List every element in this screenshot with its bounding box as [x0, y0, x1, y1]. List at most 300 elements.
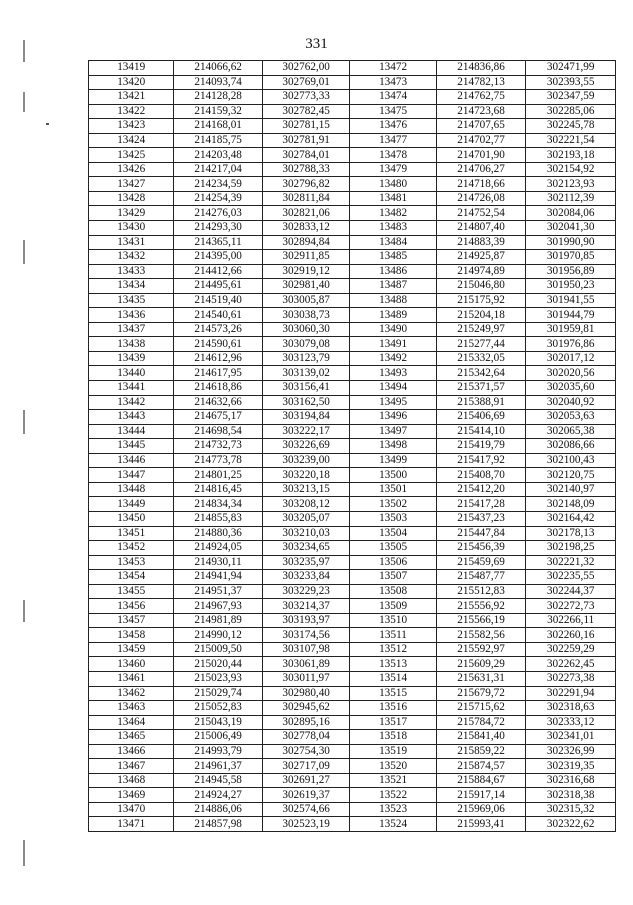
- y-coordinate-cell: 302178,13: [526, 526, 616, 541]
- point-number-cell: 13494: [350, 381, 436, 396]
- y-coordinate-cell: 303222,17: [262, 424, 349, 439]
- table-row: [89, 90, 616, 105]
- point-number-cell: 13458: [89, 628, 174, 643]
- y-coordinate-cell: 302245,78: [526, 119, 616, 134]
- coordinates-table: [88, 60, 616, 832]
- y-coordinate-cell: 302053,63: [526, 410, 616, 425]
- y-coordinate-cell: 302574,66: [262, 802, 349, 817]
- x-coordinate-cell: 215715,62: [436, 701, 526, 716]
- x-coordinate-cell: 215006,49: [174, 730, 263, 745]
- y-coordinate-cell: 303061,89: [262, 657, 349, 672]
- table-row: [89, 424, 616, 439]
- x-coordinate-cell: 214159,32: [174, 104, 263, 119]
- point-number-cell: 13489: [350, 308, 436, 323]
- point-number-cell: 13447: [89, 468, 174, 483]
- x-coordinate-cell: 214886,06: [174, 802, 263, 817]
- table-row: [89, 439, 616, 454]
- y-coordinate-cell: 302065,38: [526, 424, 616, 439]
- y-coordinate-cell: 302326,99: [526, 744, 616, 759]
- y-coordinate-cell: 303235,97: [262, 555, 349, 570]
- point-number-cell: 13432: [89, 250, 174, 265]
- x-coordinate-cell: 214752,54: [436, 206, 526, 221]
- point-number-cell: 13436: [89, 308, 174, 323]
- y-coordinate-cell: 303208,12: [262, 497, 349, 512]
- y-coordinate-cell: 302315,32: [526, 802, 616, 817]
- y-coordinate-cell: 303214,37: [262, 599, 349, 614]
- x-coordinate-cell: 214066,62: [174, 61, 263, 76]
- x-coordinate-cell: 214782,13: [436, 75, 526, 90]
- y-coordinate-cell: 301970,85: [526, 250, 616, 265]
- x-coordinate-cell: 214632,66: [174, 395, 263, 410]
- point-number-cell: 13490: [350, 322, 436, 337]
- point-number-cell: 13428: [89, 191, 174, 206]
- point-number-cell: 13435: [89, 293, 174, 308]
- point-number-cell: 13463: [89, 701, 174, 716]
- binder-hole-mark: [23, 92, 25, 112]
- y-coordinate-cell: 302788,33: [262, 162, 349, 177]
- x-coordinate-cell: 215414,10: [436, 424, 526, 439]
- x-coordinate-cell: 215249,97: [436, 322, 526, 337]
- table-row: [89, 410, 616, 425]
- x-coordinate-cell: 215029,74: [174, 686, 263, 701]
- point-number-cell: 13491: [350, 337, 436, 352]
- x-coordinate-cell: 215417,28: [436, 497, 526, 512]
- x-coordinate-cell: 215412,20: [436, 482, 526, 497]
- point-number-cell: 13445: [89, 439, 174, 454]
- point-number-cell: 13462: [89, 686, 174, 701]
- x-coordinate-cell: 214762,75: [436, 90, 526, 105]
- point-number-cell: 13506: [350, 555, 436, 570]
- x-coordinate-cell: 215566,19: [436, 613, 526, 628]
- x-coordinate-cell: 214675,17: [174, 410, 263, 425]
- table-row: [89, 497, 616, 512]
- table-row: [89, 61, 616, 76]
- x-coordinate-cell: 214706,27: [436, 162, 526, 177]
- point-number-cell: 13474: [350, 90, 436, 105]
- x-coordinate-cell: 214617,95: [174, 366, 263, 381]
- y-coordinate-cell: 303233,84: [262, 570, 349, 585]
- point-number-cell: 13517: [350, 715, 436, 730]
- table-row: [89, 133, 616, 148]
- y-coordinate-cell: 302762,00: [262, 61, 349, 76]
- x-coordinate-cell: 214924,05: [174, 541, 263, 556]
- y-coordinate-cell: 302041,30: [526, 221, 616, 236]
- y-coordinate-cell: 302112,39: [526, 191, 616, 206]
- table-row: [89, 191, 616, 206]
- y-coordinate-cell: 302894,84: [262, 235, 349, 250]
- x-coordinate-cell: 214519,40: [174, 293, 263, 308]
- point-number-cell: 13521: [350, 773, 436, 788]
- y-coordinate-cell: 301990,90: [526, 235, 616, 250]
- point-number-cell: 13475: [350, 104, 436, 119]
- y-coordinate-cell: 302773,33: [262, 90, 349, 105]
- table-row: [89, 264, 616, 279]
- x-coordinate-cell: 214941,94: [174, 570, 263, 585]
- point-number-cell: 13513: [350, 657, 436, 672]
- point-number-cell: 13454: [89, 570, 174, 585]
- table-row: [89, 555, 616, 570]
- table-row: [89, 584, 616, 599]
- point-number-cell: 13419: [89, 61, 174, 76]
- point-number-cell: 13501: [350, 482, 436, 497]
- x-coordinate-cell: 214924,27: [174, 788, 263, 803]
- point-number-cell: 13516: [350, 701, 436, 716]
- x-coordinate-cell: 215342,64: [436, 366, 526, 381]
- y-coordinate-cell: 302260,16: [526, 628, 616, 643]
- point-number-cell: 13473: [350, 75, 436, 90]
- x-coordinate-cell: 215874,57: [436, 759, 526, 774]
- y-coordinate-cell: 302341,01: [526, 730, 616, 745]
- x-coordinate-cell: 214836,86: [436, 61, 526, 76]
- x-coordinate-cell: 214801,25: [174, 468, 263, 483]
- y-coordinate-cell: 303229,23: [262, 584, 349, 599]
- x-coordinate-cell: 214276,03: [174, 206, 263, 221]
- point-number-cell: 13511: [350, 628, 436, 643]
- x-coordinate-cell: 214855,83: [174, 511, 263, 526]
- x-coordinate-cell: 214990,12: [174, 628, 263, 643]
- y-coordinate-cell: 303162,50: [262, 395, 349, 410]
- point-number-cell: 13479: [350, 162, 436, 177]
- y-coordinate-cell: 302273,38: [526, 671, 616, 686]
- table-row: [89, 148, 616, 163]
- point-number-cell: 13440: [89, 366, 174, 381]
- x-coordinate-cell: 215841,40: [436, 730, 526, 745]
- x-coordinate-cell: 214128,28: [174, 90, 263, 105]
- x-coordinate-cell: 214951,37: [174, 584, 263, 599]
- x-coordinate-cell: 215406,69: [436, 410, 526, 425]
- x-coordinate-cell: 214974,89: [436, 264, 526, 279]
- point-number-cell: 13493: [350, 366, 436, 381]
- point-number-cell: 13503: [350, 511, 436, 526]
- y-coordinate-cell: 302316,68: [526, 773, 616, 788]
- point-number-cell: 13472: [350, 61, 436, 76]
- x-coordinate-cell: 214365,11: [174, 235, 263, 250]
- table-row: [89, 250, 616, 265]
- y-coordinate-cell: 303011,97: [262, 671, 349, 686]
- x-coordinate-cell: 215459,69: [436, 555, 526, 570]
- y-coordinate-cell: 302262,45: [526, 657, 616, 672]
- y-coordinate-cell: 301956,89: [526, 264, 616, 279]
- table-row: [89, 657, 616, 672]
- point-number-cell: 13502: [350, 497, 436, 512]
- x-coordinate-cell: 215884,67: [436, 773, 526, 788]
- point-number-cell: 13471: [89, 817, 174, 832]
- y-coordinate-cell: 302322,62: [526, 817, 616, 832]
- x-coordinate-cell: 215859,22: [436, 744, 526, 759]
- point-number-cell: 13459: [89, 642, 174, 657]
- point-number-cell: 13466: [89, 744, 174, 759]
- x-coordinate-cell: 215993,41: [436, 817, 526, 832]
- x-coordinate-cell: 215582,56: [436, 628, 526, 643]
- y-coordinate-cell: 302318,38: [526, 788, 616, 803]
- binder-hole-mark: [23, 240, 25, 264]
- y-coordinate-cell: 302833,12: [262, 221, 349, 236]
- y-coordinate-cell: 303156,41: [262, 381, 349, 396]
- table-row: [89, 221, 616, 236]
- point-number-cell: 13453: [89, 555, 174, 570]
- x-coordinate-cell: 214880,36: [174, 526, 263, 541]
- x-coordinate-cell: 214093,74: [174, 75, 263, 90]
- x-coordinate-cell: 215052,83: [174, 701, 263, 716]
- point-number-cell: 13425: [89, 148, 174, 163]
- table-row: [89, 730, 616, 745]
- x-coordinate-cell: 214981,89: [174, 613, 263, 628]
- coordinates-table-body: [89, 61, 616, 832]
- x-coordinate-cell: 214293,30: [174, 221, 263, 236]
- x-coordinate-cell: 215043,19: [174, 715, 263, 730]
- x-coordinate-cell: 214618,86: [174, 381, 263, 396]
- x-coordinate-cell: 214254,39: [174, 191, 263, 206]
- x-coordinate-cell: 215631,31: [436, 671, 526, 686]
- y-coordinate-cell: 302523,19: [262, 817, 349, 832]
- point-number-cell: 13430: [89, 221, 174, 236]
- point-number-cell: 13512: [350, 642, 436, 657]
- point-number-cell: 13464: [89, 715, 174, 730]
- point-number-cell: 13431: [89, 235, 174, 250]
- binder-hole-mark: [23, 600, 25, 622]
- y-coordinate-cell: 302100,43: [526, 453, 616, 468]
- x-coordinate-cell: 214217,04: [174, 162, 263, 177]
- table-row: [89, 802, 616, 817]
- y-coordinate-cell: 302154,92: [526, 162, 616, 177]
- x-coordinate-cell: 214185,75: [174, 133, 263, 148]
- x-coordinate-cell: 215020,44: [174, 657, 263, 672]
- point-number-cell: 13495: [350, 395, 436, 410]
- point-number-cell: 13492: [350, 351, 436, 366]
- x-coordinate-cell: 215784,72: [436, 715, 526, 730]
- table-row: [89, 337, 616, 352]
- scan-speck: [46, 123, 49, 125]
- x-coordinate-cell: 215592,97: [436, 642, 526, 657]
- x-coordinate-cell: 214816,45: [174, 482, 263, 497]
- y-coordinate-cell: 303220,18: [262, 468, 349, 483]
- table-row: [89, 453, 616, 468]
- x-coordinate-cell: 215609,29: [436, 657, 526, 672]
- x-coordinate-cell: 215388,91: [436, 395, 526, 410]
- point-number-cell: 13467: [89, 759, 174, 774]
- point-number-cell: 13484: [350, 235, 436, 250]
- y-coordinate-cell: 302945,62: [262, 701, 349, 716]
- x-coordinate-cell: 214701,90: [436, 148, 526, 163]
- point-number-cell: 13450: [89, 511, 174, 526]
- y-coordinate-cell: 302781,15: [262, 119, 349, 134]
- y-coordinate-cell: 302221,54: [526, 133, 616, 148]
- y-coordinate-cell: 303213,15: [262, 482, 349, 497]
- table-row: [89, 119, 616, 134]
- y-coordinate-cell: 302981,40: [262, 279, 349, 294]
- table-row: [89, 351, 616, 366]
- x-coordinate-cell: 215009,50: [174, 642, 263, 657]
- point-number-cell: 13488: [350, 293, 436, 308]
- table-row: [89, 162, 616, 177]
- point-number-cell: 13508: [350, 584, 436, 599]
- table-row: [89, 671, 616, 686]
- point-number-cell: 13424: [89, 133, 174, 148]
- y-coordinate-cell: 302086,66: [526, 439, 616, 454]
- point-number-cell: 13449: [89, 497, 174, 512]
- table-row: [89, 395, 616, 410]
- point-number-cell: 13500: [350, 468, 436, 483]
- table-row: [89, 468, 616, 483]
- x-coordinate-cell: 214168,01: [174, 119, 263, 134]
- y-coordinate-cell: 302784,01: [262, 148, 349, 163]
- x-coordinate-cell: 214702,77: [436, 133, 526, 148]
- table-row: [89, 715, 616, 730]
- y-coordinate-cell: 302781,91: [262, 133, 349, 148]
- y-coordinate-cell: 302266,11: [526, 613, 616, 628]
- y-coordinate-cell: 302084,06: [526, 206, 616, 221]
- table-row: [89, 381, 616, 396]
- point-number-cell: 13423: [89, 119, 174, 134]
- point-number-cell: 13439: [89, 351, 174, 366]
- point-number-cell: 13448: [89, 482, 174, 497]
- point-number-cell: 13523: [350, 802, 436, 817]
- point-number-cell: 13442: [89, 395, 174, 410]
- table-row: [89, 482, 616, 497]
- y-coordinate-cell: 301950,23: [526, 279, 616, 294]
- x-coordinate-cell: 215556,92: [436, 599, 526, 614]
- x-coordinate-cell: 214967,93: [174, 599, 263, 614]
- point-number-cell: 13486: [350, 264, 436, 279]
- point-number-cell: 13504: [350, 526, 436, 541]
- point-number-cell: 13457: [89, 613, 174, 628]
- y-coordinate-cell: 301941,55: [526, 293, 616, 308]
- point-number-cell: 13507: [350, 570, 436, 585]
- y-coordinate-cell: 302123,93: [526, 177, 616, 192]
- table-row: [89, 177, 616, 192]
- y-coordinate-cell: 303079,08: [262, 337, 349, 352]
- point-number-cell: 13485: [350, 250, 436, 265]
- y-coordinate-cell: 302291,94: [526, 686, 616, 701]
- x-coordinate-cell: 215175,92: [436, 293, 526, 308]
- point-number-cell: 13520: [350, 759, 436, 774]
- point-number-cell: 13460: [89, 657, 174, 672]
- point-number-cell: 13444: [89, 424, 174, 439]
- y-coordinate-cell: 302259,29: [526, 642, 616, 657]
- point-number-cell: 13497: [350, 424, 436, 439]
- y-coordinate-cell: 302778,04: [262, 730, 349, 745]
- x-coordinate-cell: 215417,92: [436, 453, 526, 468]
- x-coordinate-cell: 215023,93: [174, 671, 263, 686]
- point-number-cell: 13452: [89, 541, 174, 556]
- point-number-cell: 13470: [89, 802, 174, 817]
- y-coordinate-cell: 302148,09: [526, 497, 616, 512]
- x-coordinate-cell: 214590,61: [174, 337, 263, 352]
- y-coordinate-cell: 302020,56: [526, 366, 616, 381]
- x-coordinate-cell: 215447,84: [436, 526, 526, 541]
- y-coordinate-cell: 303210,03: [262, 526, 349, 541]
- y-coordinate-cell: 303005,87: [262, 293, 349, 308]
- point-number-cell: 13510: [350, 613, 436, 628]
- y-coordinate-cell: 302754,30: [262, 744, 349, 759]
- y-coordinate-cell: 302017,12: [526, 351, 616, 366]
- table-row: [89, 279, 616, 294]
- page-number: 331: [305, 36, 328, 52]
- binder-hole-mark: [23, 840, 25, 866]
- y-coordinate-cell: 302272,73: [526, 599, 616, 614]
- y-coordinate-cell: 303123,79: [262, 351, 349, 366]
- point-number-cell: 13461: [89, 671, 174, 686]
- y-coordinate-cell: 303060,30: [262, 322, 349, 337]
- table-row: [89, 308, 616, 323]
- point-number-cell: 13483: [350, 221, 436, 236]
- table-row: [89, 744, 616, 759]
- point-number-cell: 13514: [350, 671, 436, 686]
- x-coordinate-cell: 215512,83: [436, 584, 526, 599]
- x-coordinate-cell: 214698,54: [174, 424, 263, 439]
- table-row: [89, 686, 616, 701]
- x-coordinate-cell: 215487,77: [436, 570, 526, 585]
- x-coordinate-cell: 214573,26: [174, 322, 263, 337]
- y-coordinate-cell: 303107,98: [262, 642, 349, 657]
- y-coordinate-cell: 302221,32: [526, 555, 616, 570]
- x-coordinate-cell: 214718,66: [436, 177, 526, 192]
- y-coordinate-cell: 303226,69: [262, 439, 349, 454]
- x-coordinate-cell: 214723,68: [436, 104, 526, 119]
- point-number-cell: 13509: [350, 599, 436, 614]
- point-number-cell: 13481: [350, 191, 436, 206]
- table-row: [89, 599, 616, 614]
- x-coordinate-cell: 214726,08: [436, 191, 526, 206]
- y-coordinate-cell: 302919,12: [262, 264, 349, 279]
- table-row: [89, 773, 616, 788]
- point-number-cell: 13443: [89, 410, 174, 425]
- y-coordinate-cell: 302040,92: [526, 395, 616, 410]
- y-coordinate-cell: 303174,56: [262, 628, 349, 643]
- y-coordinate-cell: 302811,84: [262, 191, 349, 206]
- point-number-cell: 13498: [350, 439, 436, 454]
- x-coordinate-cell: 215046,80: [436, 279, 526, 294]
- x-coordinate-cell: 214203,48: [174, 148, 263, 163]
- table-row: [89, 511, 616, 526]
- y-coordinate-cell: 302235,55: [526, 570, 616, 585]
- x-coordinate-cell: 215679,72: [436, 686, 526, 701]
- point-number-cell: 13437: [89, 322, 174, 337]
- table-row: [89, 701, 616, 716]
- x-coordinate-cell: 214883,39: [436, 235, 526, 250]
- x-coordinate-cell: 215408,70: [436, 468, 526, 483]
- point-number-cell: 13456: [89, 599, 174, 614]
- table-row: [89, 541, 616, 556]
- y-coordinate-cell: 302140,97: [526, 482, 616, 497]
- y-coordinate-cell: 302980,40: [262, 686, 349, 701]
- point-number-cell: 13420: [89, 75, 174, 90]
- table-row: [89, 759, 616, 774]
- x-coordinate-cell: 214857,98: [174, 817, 263, 832]
- point-number-cell: 13515: [350, 686, 436, 701]
- y-coordinate-cell: 302769,01: [262, 75, 349, 90]
- x-coordinate-cell: 215204,18: [436, 308, 526, 323]
- y-coordinate-cell: 303038,73: [262, 308, 349, 323]
- y-coordinate-cell: 302911,85: [262, 250, 349, 265]
- y-coordinate-cell: 303139,02: [262, 366, 349, 381]
- y-coordinate-cell: 302164,42: [526, 511, 616, 526]
- x-coordinate-cell: 215917,14: [436, 788, 526, 803]
- x-coordinate-cell: 214395,00: [174, 250, 263, 265]
- table-row: [89, 235, 616, 250]
- point-number-cell: 13421: [89, 90, 174, 105]
- table-row: [89, 293, 616, 308]
- y-coordinate-cell: 302193,18: [526, 148, 616, 163]
- x-coordinate-cell: 214234,59: [174, 177, 263, 192]
- x-coordinate-cell: 215371,57: [436, 381, 526, 396]
- point-number-cell: 13480: [350, 177, 436, 192]
- x-coordinate-cell: 214930,11: [174, 555, 263, 570]
- x-coordinate-cell: 214540,61: [174, 308, 263, 323]
- x-coordinate-cell: 214807,40: [436, 221, 526, 236]
- y-coordinate-cell: 303205,07: [262, 511, 349, 526]
- x-coordinate-cell: 214993,79: [174, 744, 263, 759]
